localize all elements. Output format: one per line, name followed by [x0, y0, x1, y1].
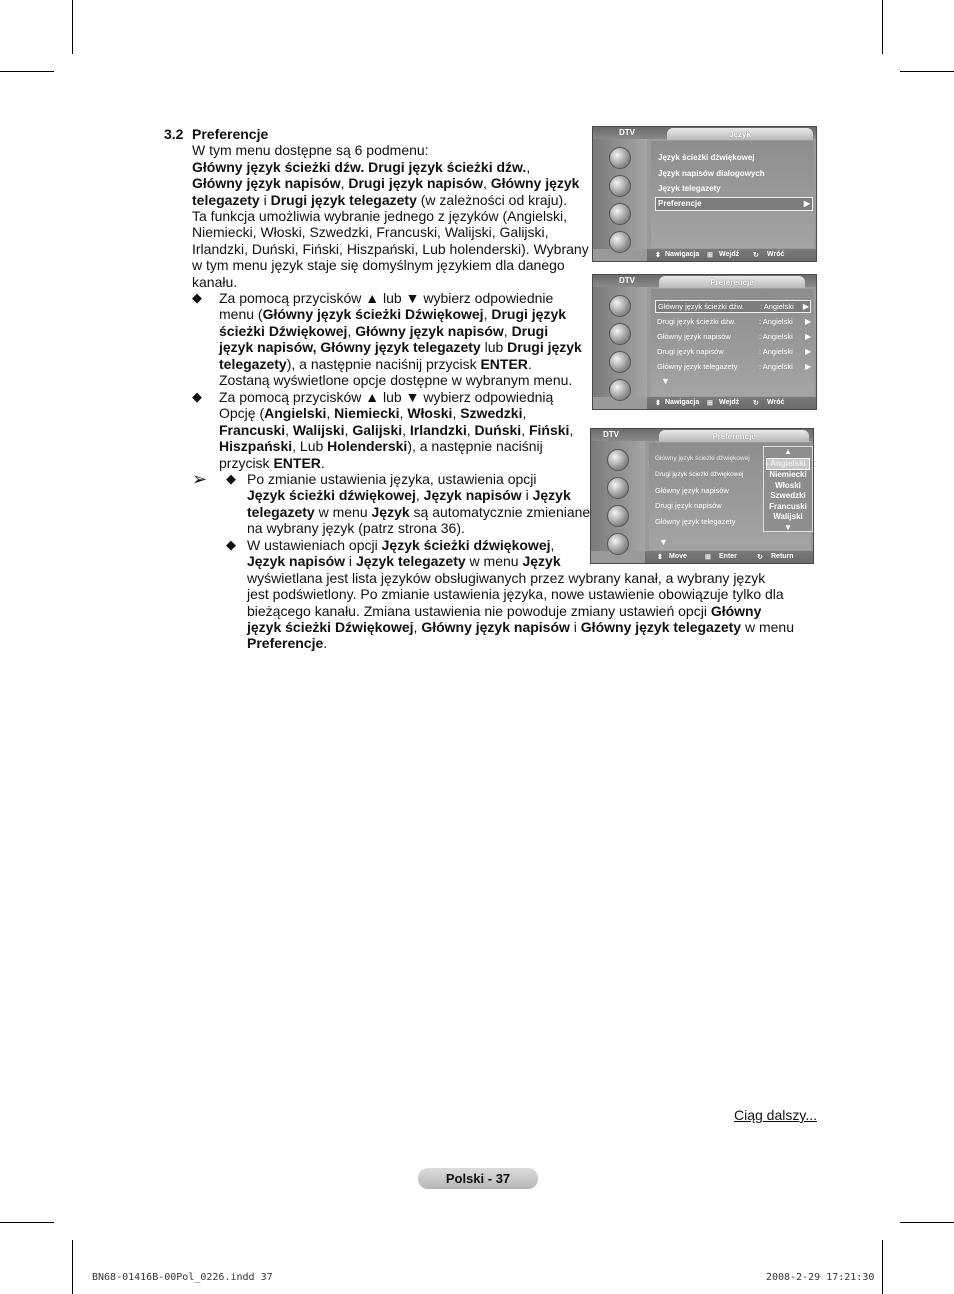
- bullet-1: Za pomocą przycisków ▲ lub ▼ wybierz odpowiednie menu (Główny język ścieżki Dźwiękowej, Drugi język ścieżki Dźwiękowej, Główny język napisów, Drugi język napisów, Główny język telegazety lub Drugi język telegazety), a następnie naciśnij przycisk ENTER. Zostaną wyświetlone opcje dostępne w wybranym menu.: [219, 290, 582, 389]
- sound-menu-icon: [609, 323, 631, 345]
- enter-label: Wejdź: [719, 399, 740, 406]
- osd-preferences-menu: [592, 274, 817, 410]
- settings-menu-icon: [609, 203, 631, 225]
- picture-menu-icon: [609, 147, 631, 169]
- more-down-icon: ▼: [661, 376, 670, 386]
- more-down-icon: ▼: [659, 537, 668, 547]
- enter-icon: ⊞: [707, 252, 713, 259]
- dropdown-option[interactable]: Włoski: [775, 480, 801, 490]
- crop-mark: [72, 0, 73, 54]
- crop-mark: [0, 71, 54, 72]
- right-arrow-icon: ▶: [805, 317, 812, 326]
- enter-label: Enter: [719, 553, 737, 560]
- submenus-line1: Główny język ścieżki dźw. Drugi język ścieżki dźw.,: [192, 158, 531, 175]
- submenus-line2: Główny język napisów, Drugi język napisów, Główny język: [192, 175, 580, 192]
- return-icon: ↻: [753, 400, 759, 407]
- return-icon: ↻: [753, 252, 759, 259]
- right-arrow-icon: ▶: [803, 199, 810, 208]
- menu-item-selected[interactable]: Preferencje ▶: [655, 197, 813, 211]
- diamond-bullet-icon: ◆: [226, 471, 236, 486]
- menu-item[interactable]: Język napisów dialogowych: [658, 169, 765, 178]
- crop-mark: [0, 1222, 54, 1223]
- page-number-badge: Polski - 37: [418, 1168, 538, 1189]
- return-icon: ↻: [757, 554, 763, 561]
- diamond-bullet-icon: ◆: [192, 290, 202, 305]
- menu-item[interactable]: Główny język telegazety: [655, 517, 736, 526]
- crop-mark: [72, 1240, 73, 1294]
- para-line: kanału.: [192, 273, 238, 290]
- menu-footer: [645, 551, 813, 563]
- enter-label: Wejdź: [719, 251, 740, 258]
- crop-mark: [900, 71, 954, 72]
- section-body: [192, 126, 592, 290]
- right-arrow-icon: ▶: [805, 347, 812, 356]
- para-line: Ta funkcja umożliwia wybranie jednego z języków (Angielski,: [192, 208, 568, 225]
- note-arrow-icon: ➢: [192, 469, 208, 489]
- enter-icon: ⊞: [707, 400, 713, 407]
- scroll-up-icon[interactable]: ▲: [784, 447, 792, 456]
- continue-link: Ciąg dalszy...: [734, 1107, 817, 1123]
- input-menu-icon: [609, 379, 631, 401]
- para-line: Irlandzki, Duński, Fiński, Hiszpański, Lub holenderski). Wybrany: [192, 240, 589, 257]
- input-menu-icon: [609, 231, 631, 253]
- dtv-label: DTV: [619, 128, 635, 137]
- enter-icon: ⊞: [705, 554, 711, 561]
- dropdown-option[interactable]: Szwedzki: [770, 491, 806, 500]
- para-line: Niemiecki, Włoski, Szwedzki, Francuski, Walijski, Galijski,: [192, 224, 549, 241]
- nav-icon: ⬍: [655, 252, 661, 259]
- menu-sidebar: [593, 287, 647, 397]
- menu-item[interactable]: Drugi język ścieżki dźw. : Angielski ▶: [657, 317, 812, 326]
- return-label: Wróć: [767, 251, 785, 258]
- menu-footer: [647, 249, 816, 261]
- sound-menu-icon: [609, 175, 631, 197]
- nav-icon: ⬍: [655, 400, 661, 407]
- section-title: Preferencje: [192, 126, 269, 142]
- move-label: Move: [669, 553, 687, 560]
- note-2: W ustawieniach opcji Język ścieżki dźwiękowej, Język napisów i Język telegazety w menu Język wyświetlana jest lista języków obsługiwanych przez wybrany kanał, a wybrany język jest podświetlony. Po zmianie ustawienia języka, nowe ustawienie obowiązuje tylko dla bieżącego kanału. Zmiana ustawienia nie powoduje zmiany ustawień opcji Główny język ścieżki Dźwiękowej, Główny język napisów i Główny język telegazety w menu Preferencje.: [247, 537, 795, 652]
- menu-item-selected[interactable]: Główny język ścieżki dźw. : Angielski ▶: [655, 300, 811, 313]
- menu-title: Język: [667, 128, 813, 140]
- menu-item[interactable]: Drugi język napisów: [655, 501, 722, 510]
- return-label: Return: [771, 553, 794, 560]
- picture-menu-icon: [609, 295, 631, 317]
- submenus-line3: telegazety i Drugi język telegazety (w zależności od kraju).: [192, 191, 568, 208]
- menu-item[interactable]: Główny język napisów : Angielski ▶: [657, 332, 812, 341]
- return-label: Wróć: [767, 399, 785, 406]
- scroll-down-icon[interactable]: ▼: [784, 522, 792, 532]
- menu-footer: [647, 397, 816, 409]
- nav-label: Nawigacja: [665, 399, 700, 406]
- footer-date: 2008-2-29 17:21:30: [766, 1272, 875, 1283]
- input-menu-icon: [607, 533, 629, 555]
- dropdown-option[interactable]: Francuski: [769, 501, 807, 511]
- menu-item[interactable]: Główny język ścieżki dźwiękowej: [655, 455, 750, 462]
- crop-mark: [882, 0, 883, 54]
- dropdown-option-selected[interactable]: Angielski: [766, 458, 810, 471]
- right-arrow-icon: ▶: [805, 332, 812, 341]
- dropdown-option[interactable]: Niemiecki: [769, 470, 807, 479]
- osd-language-menu: [592, 126, 817, 262]
- picture-menu-icon: [607, 449, 629, 471]
- menu-item[interactable]: Język telegazety: [658, 184, 721, 193]
- sound-menu-icon: [607, 477, 629, 499]
- para-line: w tym menu język staje się domyślnym językiem dla danego: [192, 257, 565, 274]
- dropdown-option[interactable]: Walijski: [773, 512, 803, 521]
- dtv-label: DTV: [603, 430, 619, 439]
- osd-preferences-options: [590, 428, 814, 564]
- language-dropdown[interactable]: [763, 446, 813, 532]
- menu-sidebar: [593, 139, 647, 249]
- settings-menu-icon: [607, 505, 629, 527]
- section-heading: [164, 126, 183, 142]
- crop-mark: [900, 1222, 954, 1223]
- move-icon: ⬍: [657, 554, 663, 561]
- menu-sidebar: [591, 441, 645, 551]
- right-arrow-icon: ▶: [805, 362, 812, 371]
- menu-item[interactable]: Język ścieżki dźwiękowej: [658, 153, 755, 162]
- crop-mark: [882, 1240, 883, 1294]
- menu-item[interactable]: Drugi język napisów : Angielski ▶: [657, 347, 812, 356]
- menu-item[interactable]: Główny język telegazety : Angielski ▶: [657, 362, 812, 371]
- diamond-bullet-icon: ◆: [192, 389, 202, 404]
- dtv-label: DTV: [619, 276, 635, 285]
- menu-title: Preferencje: [659, 430, 809, 442]
- right-arrow-icon: ▶: [802, 302, 809, 311]
- menu-item[interactable]: Drugi język ścieżki dźwiękowej: [655, 471, 744, 478]
- bullet-2: Za pomocą przycisków ▲ lub ▼ wybierz odpowiednią Opcję (Angielski, Niemiecki, Włoski, Szwedzki, Francuski, Walijski, Galijski, Irlandzki, Duński, Fiński, Hiszpański, Lub Holenderski), a następnie naciśnij przycisk ENTER.: [219, 389, 574, 471]
- nav-label: Nawigacja: [665, 251, 700, 258]
- menu-item[interactable]: Główny język napisów: [655, 486, 729, 495]
- section-number: 3.2: [164, 126, 184, 142]
- section-intro: W tym menu dostępne są 6 podmenu:: [192, 142, 429, 159]
- menu-title: Preferencje: [659, 276, 805, 288]
- note-1: Po zmianie ustawienia języka, ustawienia opcji Język ścieżki dźwiękowej, Język napisów i Język telegazety w menu Język są automatycznie zmieniane na wybrany język (patrz strona 36).: [247, 471, 591, 537]
- footer-file: BN68-01416B-00Pol_0226.indd 37: [92, 1272, 273, 1283]
- diamond-bullet-icon: ◆: [226, 537, 236, 552]
- settings-menu-icon: [609, 351, 631, 373]
